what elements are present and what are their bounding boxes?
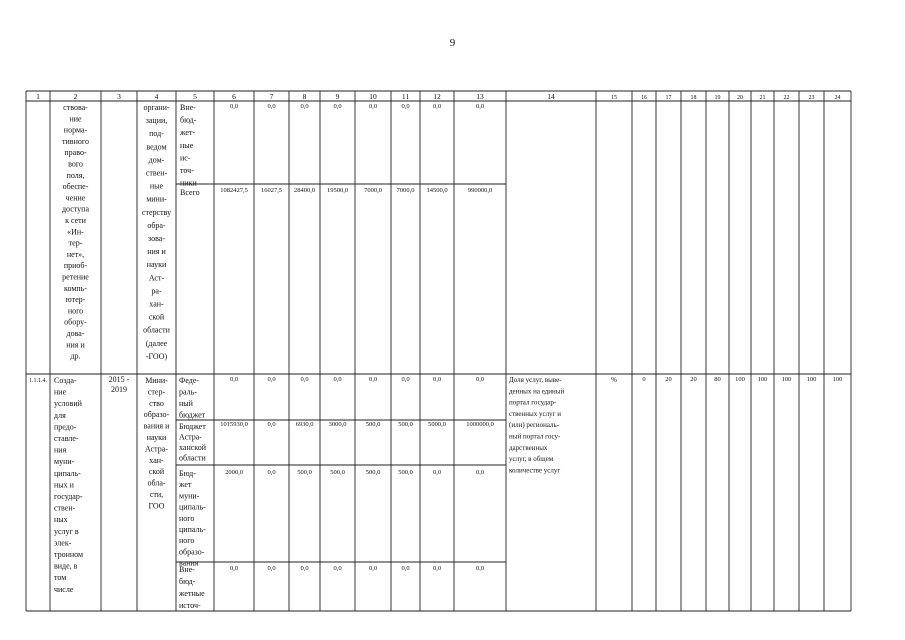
measure-name-line: условий (54, 399, 82, 409)
funding-value: 0,0 (300, 565, 309, 572)
measure-name-line: дова- (66, 329, 85, 338)
executor-line: обла- (147, 478, 166, 488)
funding-value: 1000000,0 (466, 421, 494, 428)
executor-line: науки (146, 433, 167, 442)
column-number: 16 (641, 95, 647, 101)
measure-name-line: ютер- (65, 295, 86, 305)
period-line: 2015 - (108, 375, 130, 384)
funding-value: 6930,0 (295, 421, 314, 428)
executor-line: Аст- (148, 273, 165, 283)
executor-line: под- (149, 129, 164, 139)
funding-source-line: Всего (180, 188, 200, 197)
funding-value: 0,0 (475, 469, 485, 476)
executor-line: ской (148, 312, 165, 322)
funding-value: 0,0 (300, 376, 309, 383)
funding-source-line: бюджет (179, 410, 206, 420)
executor-line: образо- (143, 410, 170, 420)
funding-value: 0,0 (432, 103, 442, 110)
measure-name-line: приоб- (63, 261, 88, 271)
measure-name-line: тивного (62, 136, 89, 146)
measure-name-line: услуг в (54, 526, 79, 536)
column-number: 5 (193, 92, 197, 101)
funding-source-line: ципаль- (179, 525, 206, 534)
funding-value: 500,0 (398, 421, 413, 428)
target-value: 100 (757, 376, 768, 383)
period-line: 2019 (111, 385, 127, 394)
column-number: 14 (547, 92, 555, 101)
measure-name-line: элек- (54, 538, 72, 548)
indicator-line: услуг, в общем (509, 455, 554, 464)
funding-value: 0,0 (333, 103, 342, 110)
funding-value: 1082427,5 (220, 187, 248, 194)
column-number: 21 (759, 95, 766, 101)
executor-line: мини- (146, 194, 167, 204)
funding-value: 500,0 (365, 469, 381, 476)
measure-name-line: компь- (64, 283, 87, 293)
column-number: 18 (690, 95, 697, 101)
executor-line: области (143, 325, 170, 335)
funding-source-line: муни- (179, 491, 200, 501)
funding-value: 500,0 (330, 469, 345, 476)
measure-name-line: ние (69, 114, 82, 124)
measure-name-line: норма- (63, 125, 88, 135)
measure-name-line: к сети (65, 216, 86, 225)
funding-source-line: Вне- (180, 103, 196, 112)
executor-line: науки (146, 260, 167, 270)
funding-value: 3000,0 (328, 421, 347, 428)
funding-source-line: ные (180, 140, 194, 150)
measure-name-line: ретение (62, 272, 89, 282)
funding-value: 7000,0 (396, 187, 415, 194)
measure-name-line: виде, в (54, 561, 78, 571)
funding-value: 0,0 (401, 376, 410, 383)
column-number: 3 (117, 92, 121, 101)
executor-line: ра- (151, 286, 162, 296)
measure-name-line: ния (54, 445, 67, 455)
funding-source-line: Вне- (179, 565, 195, 574)
target-value: 0 (642, 376, 646, 383)
executor-line: органи- (143, 103, 170, 112)
funding-source-line: источ- (179, 601, 201, 610)
funding-value: 0,0 (267, 565, 276, 572)
measure-name-line: др. (70, 351, 81, 361)
measure-name-line: для (54, 410, 66, 420)
measure-name-line: обеспе- (62, 182, 89, 192)
column-number: 10 (369, 92, 377, 101)
funding-value: 0,0 (401, 565, 410, 572)
funding-value: 500,0 (297, 469, 312, 476)
executor-line: вания и (143, 421, 170, 431)
executor-line: сти, (149, 490, 164, 499)
funding-value: 0,0 (267, 421, 276, 428)
column-number: 8 (302, 92, 307, 101)
funding-source-line: точ- (180, 166, 194, 175)
indicator-line: денных на единый (509, 387, 565, 396)
funding-source-line: жет (179, 480, 192, 490)
page-number: 9 (449, 37, 456, 49)
executor-line: хан- (149, 455, 164, 465)
target-value: 80 (714, 376, 721, 383)
target-value: 100 (735, 376, 745, 383)
funding-value: 0,0 (475, 376, 485, 383)
measure-name-line: ного (67, 306, 84, 316)
funding-source-line: ный (179, 399, 193, 408)
measure-name-line: поля, (66, 170, 85, 180)
indicator-line: ный портал госу- (509, 432, 561, 441)
funding-source-line: Бюджет (179, 422, 206, 431)
executor-line: ГОО (148, 501, 165, 511)
executor-line: Мини- (145, 376, 168, 385)
executor-line: -ГОО) (145, 351, 168, 361)
target-value: 100 (806, 376, 817, 383)
measure-name-line: вого (68, 159, 83, 169)
funding-source-line: Феде- (179, 376, 200, 385)
executor-line: ствен- (145, 168, 168, 178)
funding-source-line: жет- (180, 128, 196, 138)
funding-value: 0,0 (432, 469, 442, 476)
measure-name-line: государ- (54, 492, 83, 501)
measure-name-line: тронном (54, 550, 84, 559)
column-number: 4 (154, 92, 159, 101)
funding-source-line: ники (180, 178, 197, 188)
indicator-line: количестве услуг (509, 466, 561, 475)
target-value: 20 (665, 376, 672, 383)
measure-name-line: предо- (54, 422, 77, 432)
funding-source-line: ис- (180, 153, 191, 163)
funding-source-line: ного (179, 536, 195, 546)
measure-name-line: «Ин- (67, 227, 84, 237)
measure-name-line: ных (54, 515, 68, 525)
funding-source-line: Астра- (179, 432, 202, 442)
funding-source-line: ханской (179, 443, 207, 452)
executor-line: зова- (148, 234, 165, 243)
measure-name-line: обору- (64, 317, 87, 327)
funding-source-line: области (179, 453, 206, 463)
measure-name-line: Созда- (54, 376, 77, 385)
funding-value: 7000,0 (364, 187, 382, 194)
executor-line: ство (149, 398, 164, 408)
measure-name-line: том (54, 573, 67, 583)
funding-value: 0,0 (229, 103, 239, 110)
measure-name-line: ствова- (63, 103, 88, 112)
funding-value: 0,0 (267, 469, 276, 476)
column-number: 15 (611, 95, 617, 101)
funding-source-line: раль- (179, 387, 197, 397)
funding-value: 0,0 (300, 103, 309, 110)
executor-line: ведом (146, 142, 167, 152)
funding-value: 16027,5 (260, 187, 283, 194)
measure-name-line: ставле- (54, 434, 79, 443)
column-number: 13 (476, 92, 484, 101)
measure-name-line: нет», (66, 249, 85, 259)
target-value: 100 (781, 376, 792, 383)
funding-value: 0,0 (229, 565, 239, 572)
funding-source-line: образо- (179, 547, 205, 557)
funding-value: 0,0 (475, 565, 485, 572)
funding-value: 0,0 (333, 565, 342, 572)
column-number: 24 (834, 95, 841, 101)
measure-name-line: ния и (66, 340, 85, 350)
column-number: 20 (737, 95, 743, 101)
funding-value: 0,0 (432, 565, 442, 572)
funding-source-line: вания (179, 558, 199, 568)
executor-line: ской (148, 467, 165, 477)
measure-name-line: право- (64, 148, 87, 158)
executor-line: дом- (148, 155, 165, 165)
funding-source-line: Бюд- (179, 469, 196, 478)
measure-name-line: ных и (54, 480, 74, 490)
executor-line: стер- (147, 387, 166, 397)
funding-value: 0,0 (368, 565, 378, 572)
funding-source-line: ного (179, 513, 195, 523)
measure-name-line: ние (54, 387, 67, 397)
executor-line: стерству (141, 207, 172, 217)
measure-name-line: числе (54, 584, 74, 594)
funding-source-line: бюд- (179, 577, 196, 586)
column-number: 17 (665, 95, 672, 101)
funding-value: 0,0 (333, 376, 342, 383)
column-number: 12 (433, 92, 441, 101)
executor-line: (далее (145, 338, 168, 348)
funding-value: 0,0 (475, 103, 485, 110)
funding-value: 14500,0 (426, 187, 448, 194)
funding-value: 1015930,0 (220, 421, 248, 428)
funding-value: 0,0 (432, 376, 442, 383)
funding-value: 5000,0 (428, 421, 446, 428)
column-number: 19 (714, 95, 721, 101)
funding-value: 0,0 (368, 103, 378, 110)
measure-name-line: ципаль- (54, 468, 81, 478)
funding-source-line: ципаль- (179, 502, 206, 512)
funding-value: 500,0 (365, 421, 381, 428)
column-number: 11 (401, 92, 410, 101)
indicator-line: Доля услуг, выве- (509, 376, 562, 384)
executor-line: ния и (147, 247, 166, 257)
funding-value: 19500,0 (326, 187, 349, 194)
funding-value: 500,0 (398, 469, 413, 476)
executor-line: ные (149, 181, 164, 191)
funding-value: 0,0 (229, 376, 239, 383)
funding-value: 2000,0 (225, 469, 243, 476)
column-number: 6 (232, 92, 236, 101)
measure-name-line: муни- (54, 457, 75, 467)
measure-name-line: тер- (68, 238, 83, 248)
measure-name-line: доступа (61, 204, 90, 214)
funding-source-line: жетные (179, 589, 205, 598)
funding-value: 0,0 (368, 376, 378, 383)
column-number: 2 (73, 92, 78, 101)
executor-line: зации, (145, 116, 168, 126)
column-number: 23 (808, 95, 815, 101)
funding-value: 0,0 (401, 103, 410, 110)
indicator-line: портал государ- (509, 398, 557, 407)
indicator-line: дарственных (509, 443, 548, 452)
executor-line: хан- (149, 299, 164, 309)
unit: % (611, 376, 617, 384)
funding-value: 28400,0 (293, 187, 316, 194)
executor-line: обра- (147, 220, 166, 230)
measure-code: 1.1.1.4. (29, 378, 47, 384)
column-number: 22 (783, 95, 790, 101)
funding-value: 0,0 (267, 103, 276, 110)
indicator-line: (или) региональ- (509, 421, 560, 430)
indicator-line: ственных услуг и (509, 409, 561, 418)
funding-value: 0,0 (267, 376, 276, 383)
target-value: 100 (832, 376, 843, 383)
measure-name-line: чение (65, 193, 86, 203)
funding-value: 990000,0 (467, 187, 493, 194)
column-number: 7 (269, 92, 274, 101)
column-number: 1 (36, 92, 40, 101)
funding-source-line: бюд- (180, 115, 197, 125)
executor-line: Астра- (145, 444, 168, 454)
target-value: 20 (690, 376, 697, 383)
measure-name-line: ствен- (54, 503, 76, 513)
column-number: 9 (335, 92, 340, 101)
